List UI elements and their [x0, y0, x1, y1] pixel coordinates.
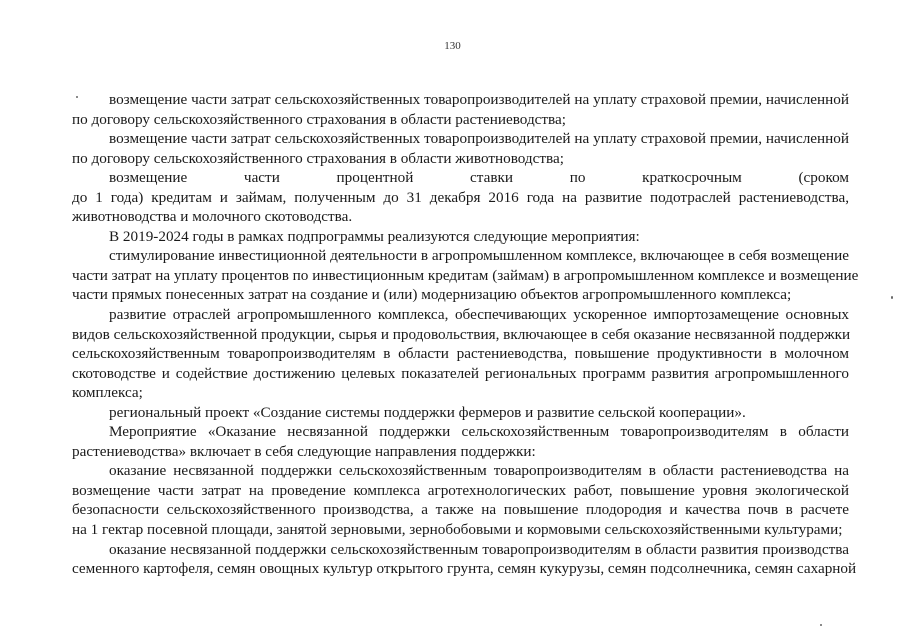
text-line: В 2019-2024 годы в рамках подпрограммы реализуются следующие мероприятия: [109, 227, 640, 245]
text-line: возмещение части процентной ставки по краткосрочным (сроком [109, 169, 849, 187]
text-line: развитие отраслей агропромышленного комплекса, обеспечивающих ускоренное импортозамещение основных [109, 306, 849, 324]
text-line: возмещение части затрат на проведение комплекса агротехнологических работ, повышение уровня экологической [72, 481, 849, 499]
text-line: до 1 года) кредитам и займам, полученным до 31 декабря 2016 года на развитие подотраслей растениеводства, [72, 188, 849, 206]
text-line: сельскохозяйственным товаропроизводителям в области растениеводства, повышение продуктивности в молочном [72, 345, 849, 363]
text-line: оказание несвязанной поддержки сельскохозяйственным товаропроизводителям в области растениеводства на [109, 462, 849, 480]
text-line: безопасности сельскохозяйственного производства, а также на повышение плодородия и качества почв в расчете [72, 501, 849, 519]
text-line: стимулирование инвестиционной деятельности в агропромышленном комплексе, включающее в себя возмещение [109, 247, 849, 265]
text-line: комплекса; [72, 384, 143, 402]
scan-speck [76, 96, 78, 98]
text-line: на 1 гектар посевной площади, занятой зерновыми, зернобобовыми и кормовыми сельскохозяйственными культурами; [72, 521, 843, 539]
page-number: 130 [444, 40, 461, 52]
text-line: части прямых понесенных затрат на создание и (или) модернизацию объектов агропромышленного комплекса; [72, 286, 792, 304]
text-line: растениеводства» включает в себя следующие направления поддержки: [72, 442, 536, 460]
body-text [72, 90, 859, 579]
text-line: по договору сельскохозяйственного страхования в области животноводства; [72, 149, 564, 167]
text-line: части затрат на уплату процентов по инвестиционным кредитам (займам) в агропромышленном комплексе и возмещение [72, 266, 859, 284]
text-line: региональный проект «Создание системы поддержки фермеров и развитие сельской кооперации». [109, 403, 746, 421]
text-line: по договору сельскохозяйственного страхования в области растениеводства; [72, 110, 566, 128]
text-line: семенного картофеля, семян овощных культур открытого грунта, семян кукурузы, семян подсолнечника, семян сахарной [72, 560, 857, 578]
text-line: возмещение части затрат сельскохозяйственных товаропроизводителей на уплату страховой премии, начисленной [109, 91, 849, 108]
text-line: скотоводстве и содействие достижению целевых показателей региональных программ развития агропромышленного [72, 364, 849, 382]
text-line: животноводства и молочного скотоводства. [72, 208, 353, 226]
text-line: видов сельскохозяйственной продукции, сырья и продовольствия, включающее в себя оказание несвязанной поддержки [72, 325, 851, 343]
text-line: оказание несвязанной поддержки сельскохозяйственным товаропроизводителям в области развития производства [109, 540, 849, 558]
scan-speck [891, 296, 893, 299]
scan-speck [820, 624, 822, 626]
text-line: Мероприятие «Оказание несвязанной поддержки сельскохозяйственным товаропроизводителям в области [109, 423, 849, 441]
text-line: возмещение части затрат сельскохозяйственных товаропроизводителей на уплату страховой премии, начисленной [109, 130, 849, 148]
